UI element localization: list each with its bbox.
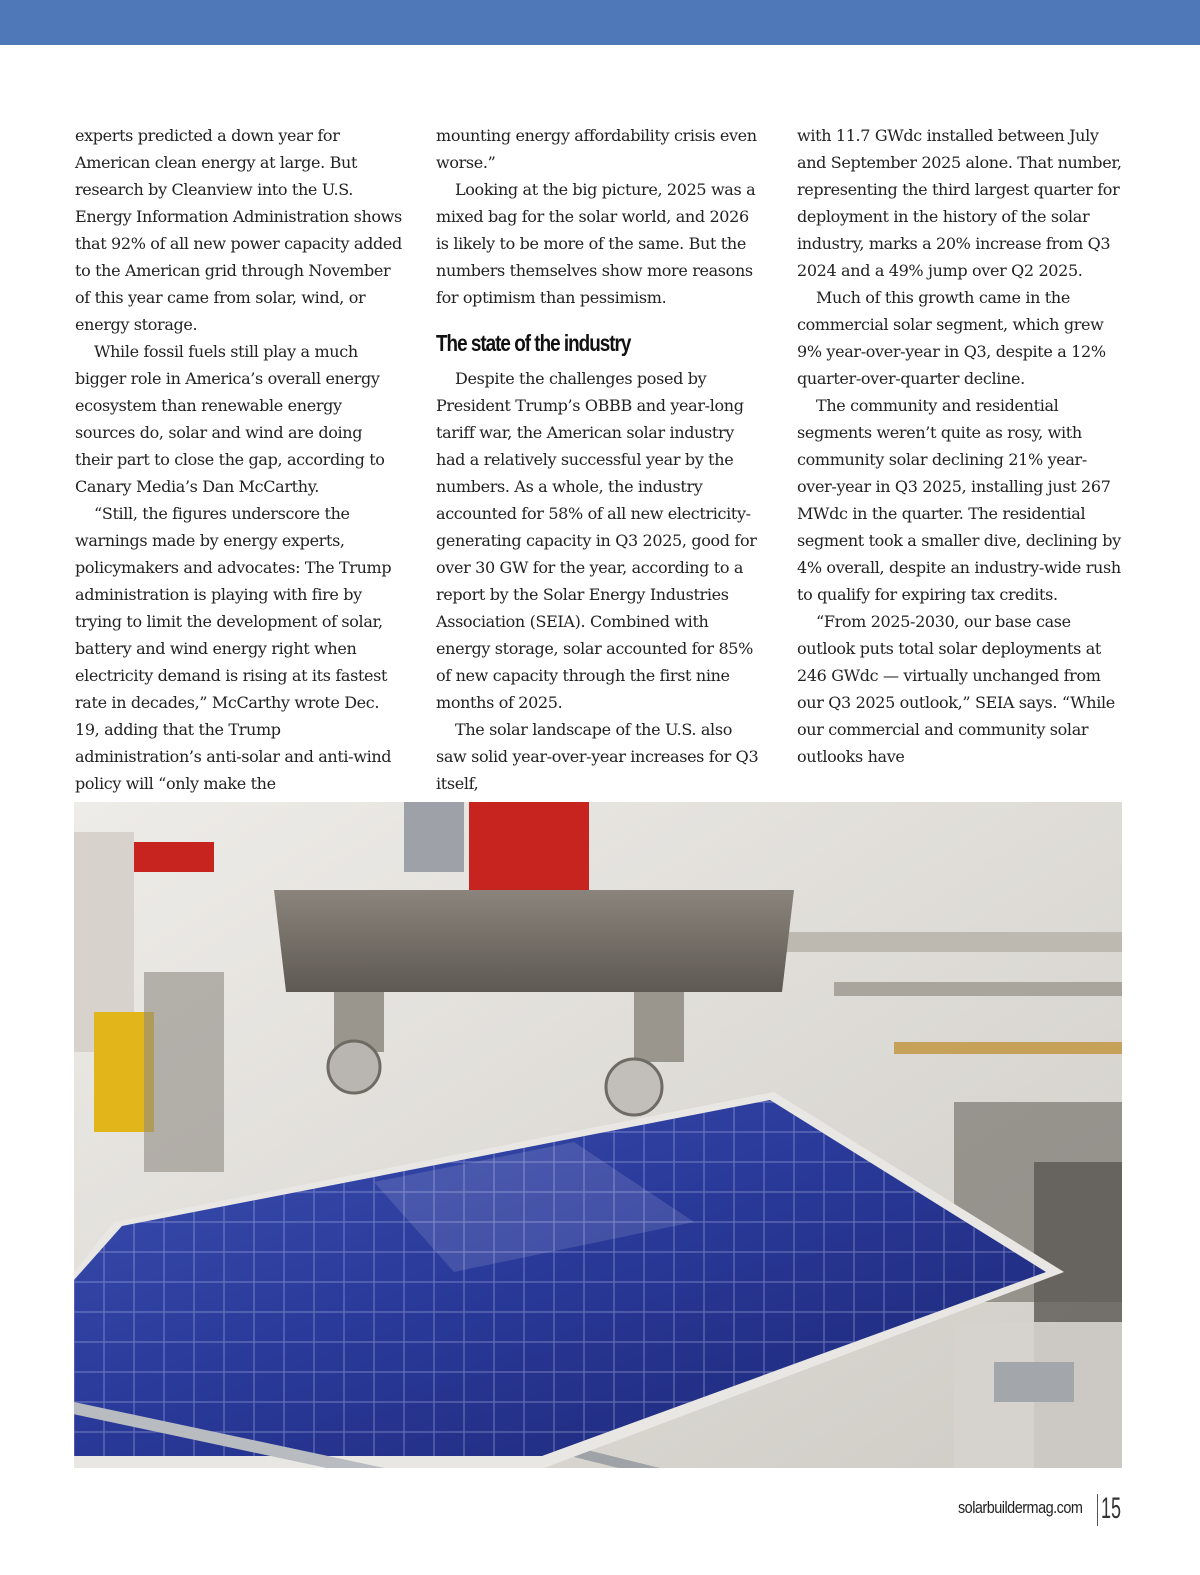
section-heading: The state of the industry xyxy=(436,330,631,356)
paragraph: The solar landscape of the U.S. also saw solid year-over-year increases for Q3 itself, xyxy=(436,720,759,793)
paragraph: While fossil fuels still play a much bigger role in America’s overall energy ecosystem than renewable energy sources do, solar and wind are doing their part to close the gap, according to Canary Media’s Dan McCarthy. xyxy=(75,342,385,496)
paragraph: Looking at the big picture, 2025 was a mixed bag for the solar world, and 2026 is likely to be more of the same. But the numbers themselves show more reasons for optimism than pessimism. xyxy=(436,180,756,307)
paragraph: Much of this growth came in the commercial solar segment, which grew 9% year-over-year in Q3, despite a 12% quarter-over-quarter decline. xyxy=(797,288,1106,388)
paragraph: “From 2025-2030, our base case outlook puts total solar deployments at 246 GWdc — virtually unchanged from our Q3 2025 outlook,” SEIA says. “While our commercial and community solar outlooks have xyxy=(797,612,1115,766)
page-number: 15 xyxy=(1101,1492,1122,1525)
article-column-2 xyxy=(436,122,764,797)
paragraph: experts predicted a down year for American clean energy at large. But research by Cleanview into the U.S. Energy Information Administration shows that 92% of all new power capacity added to the American grid through November of this year came from solar, wind, or energy storage. xyxy=(75,126,402,334)
article-column-1 xyxy=(75,122,403,797)
paragraph: mounting energy affordability crisis even worse.” xyxy=(436,126,757,172)
paragraph: “Still, the figures underscore the warnings made by energy experts, policymakers and advocates: The Trump administration is playing with fire by trying to limit the development of solar, battery and wind energy right when electricity demand is rising at its fastest rate in decades,” McCarthy wrote Dec. 19, adding that the Trump administration’s anti-solar and anti-wind policy will “only make the xyxy=(75,504,392,793)
footer-divider xyxy=(1097,1494,1098,1526)
photo-illustration xyxy=(74,802,1122,1468)
paragraph: Despite the challenges posed by President Trump’s OBBB and year-long tariff war, the American solar industry had a relatively successful year by the numbers. As a whole, the industry accounted for 58% of all new electricity-generating capacity in Q3 2025, good for over 30 GW for the year, according to a report by the Solar Energy Industries Association (SEIA). Combined with energy storage, solar accounted for 85% of new capacity through the first nine months of 2025. xyxy=(436,369,757,712)
solar-panel-factory-photo xyxy=(74,802,1122,1468)
paragraph: with 11.7 GWdc installed between July and September 2025 alone. That number, representing the third largest quarter for deployment in the history of the solar industry, marks a 20% increase from Q3 2024 and a 49% jump over Q2 2025. xyxy=(797,126,1122,280)
footer-website: solarbuildermag.com xyxy=(957,1498,1082,1517)
paragraph: The community and residential segments weren’t quite as rosy, with community solar declining 21% year-over-year in Q3 2025, installing just 267 MWdc in the quarter. The residential segment took a smaller dive, declining by 4% overall, despite an industry-wide rush to qualify for expiring tax credits. xyxy=(797,396,1121,604)
article-column-3 xyxy=(797,122,1125,770)
header-bar xyxy=(0,0,1200,45)
